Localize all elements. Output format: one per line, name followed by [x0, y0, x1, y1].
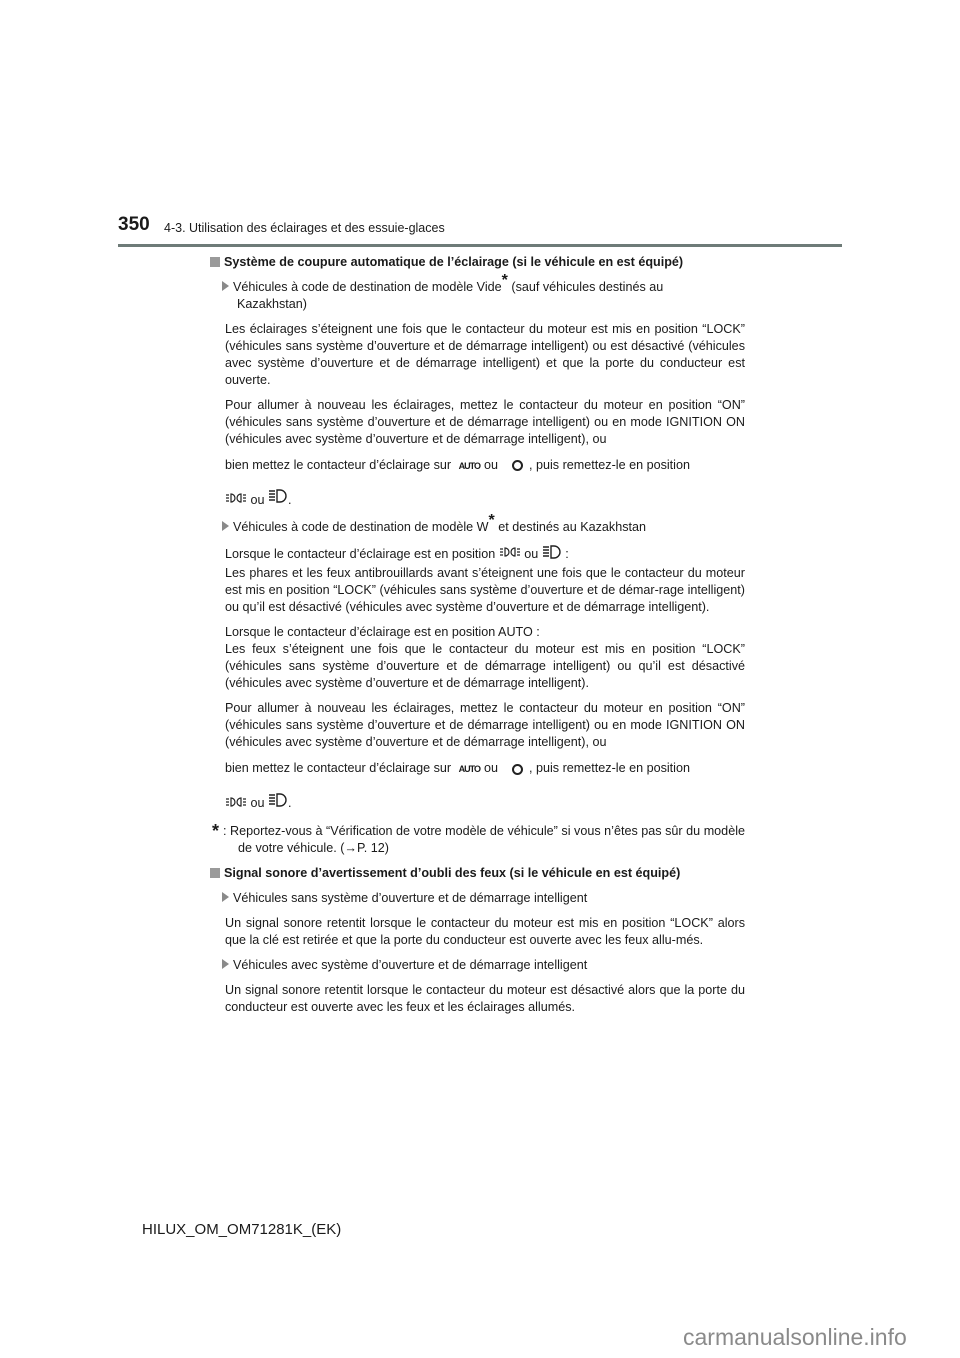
paragraph-icons: bien mettez le contacteur d’éclairage sur AUTO ou , puis remettez-le en position	[225, 448, 745, 483]
footnote: * : Reportez-vous à “Vérification de votre modèle de véhicule” si vous n’êtes pas sûr du modèle de votre véhicule. (→P. 12)	[212, 820, 745, 855]
paragraph-icons: bien mettez le contacteur d’éclairage sur AUTO ou , puis remettez-le en position	[225, 751, 745, 786]
headlight-icon	[268, 483, 288, 517]
page-content	[212, 254, 745, 1024]
off-circle-icon	[512, 460, 523, 471]
headlight-icon	[542, 544, 562, 565]
auto-icon: AUTO	[458, 460, 480, 471]
paragraph: Lorsque le contacteur d’éclairage est en position AUTO : Les feux s’éteignent une fois que le contacteur du moteur est mis en position “LOCK” (véhicules sans système d’ouverture et de démarrage intelligent) ou qu’il est désactivé (véhicules avec système d’ouverture et de démarrage intelligent).	[225, 625, 745, 691]
bullet-w-kazakhstan: Véhicules à code de destination de modèle W* et destinés au Kazakhstan	[222, 519, 745, 536]
auto-icon: AUTO	[458, 764, 480, 775]
paragraph: Lorsque le contacteur d’éclairage est en position ou : Les phares et les feux antibrouillards avant s’éteignent une fois que le contacteur du moteur est mis en position “LOCK” (véhicules sans système d’ouverture et de démar-rage intelligent) ou qu’il est désactivé (véhicules avec système d’ouverture et de démarrage intelligent).	[225, 544, 745, 616]
paragraph-icons: ou .	[225, 786, 745, 821]
bullet-smart-key: Véhicules avec système d’ouverture et de démarrage intelligent	[222, 957, 745, 974]
page-number: 350	[118, 214, 150, 235]
paragraph: Pour allumer à nouveau les éclairages, mettez le contacteur du moteur en position “ON” (véhicules sans système d’ouverture et de démarrage intelligent) ou en mode IGNITION ON (véhicules avec système d’ouverture et de démarrage intelligent), ou	[225, 398, 745, 446]
section-heading-warning-buzzer: Signal sonore d’avertissement d’oubli des feux (si le véhicule en est équipé)	[210, 865, 743, 882]
tail-light-icon	[499, 546, 521, 563]
paragraph: Un signal sonore retentit lorsque le contacteur du moteur est désactivé alors que la porte du conducteur est ouverte avec les feux et les éclairages allumés.	[225, 982, 745, 1014]
paragraph: Les éclairages s’éteignent une fois que le contacteur du moteur est mis en position “LOCK” (véhicules sans système d’ouverture et de démarrage intelligent) ou est désactivé (véhicules avec système d’ouverture et de démarrage intelligent) et que la porte du conducteur est ouverte.	[225, 322, 745, 387]
triangle-bullet-icon	[222, 521, 229, 531]
section-heading-auto-off: Système de coupure automatique de l’éclairage (si le véhicule en est équipé)	[210, 254, 743, 271]
bullet-vide: Véhicules à code de destination de modèle Vide* (sauf véhicules destinés au Kazakhstan)	[222, 279, 745, 313]
square-bullet-icon	[210, 257, 220, 267]
tail-light-icon	[225, 483, 247, 517]
off-circle-icon	[512, 764, 523, 775]
watermark-link[interactable]: carmanualsonline.info	[683, 1324, 907, 1350]
triangle-bullet-icon	[222, 281, 229, 291]
triangle-bullet-icon	[222, 959, 229, 969]
headlight-icon	[268, 787, 288, 821]
chapter-title: 4-3. Utilisation des éclairages et des essuie-glaces	[164, 221, 445, 235]
paragraph-icons: ou .	[225, 483, 745, 518]
document-id: HILUX_OM_OM71281K_(EK)	[142, 1221, 342, 1238]
asterisk-icon: *	[501, 272, 508, 289]
header-rule	[118, 244, 842, 247]
triangle-bullet-icon	[222, 892, 229, 902]
paragraph: Pour allumer à nouveau les éclairages, mettez le contacteur du moteur en position “ON” (véhicules sans système d’ouverture et de démarrage intelligent) ou en mode IGNITION ON (véhicules avec système d’ouverture et de démarrage intelligent), ou	[225, 701, 745, 750]
asterisk-icon: *	[212, 820, 220, 841]
tail-light-icon	[225, 787, 247, 821]
paragraph: Un signal sonore retentit lorsque le contacteur du moteur est mis en position “LOCK” alors que la clé est retirée et que la porte du conducteur est ouverte avec les feux allu-més.	[225, 915, 745, 947]
asterisk-icon: *	[488, 512, 495, 530]
bullet-no-smart-key: Véhicules sans système d’ouverture et de démarrage intelligent	[222, 890, 745, 907]
square-bullet-icon	[210, 868, 220, 878]
